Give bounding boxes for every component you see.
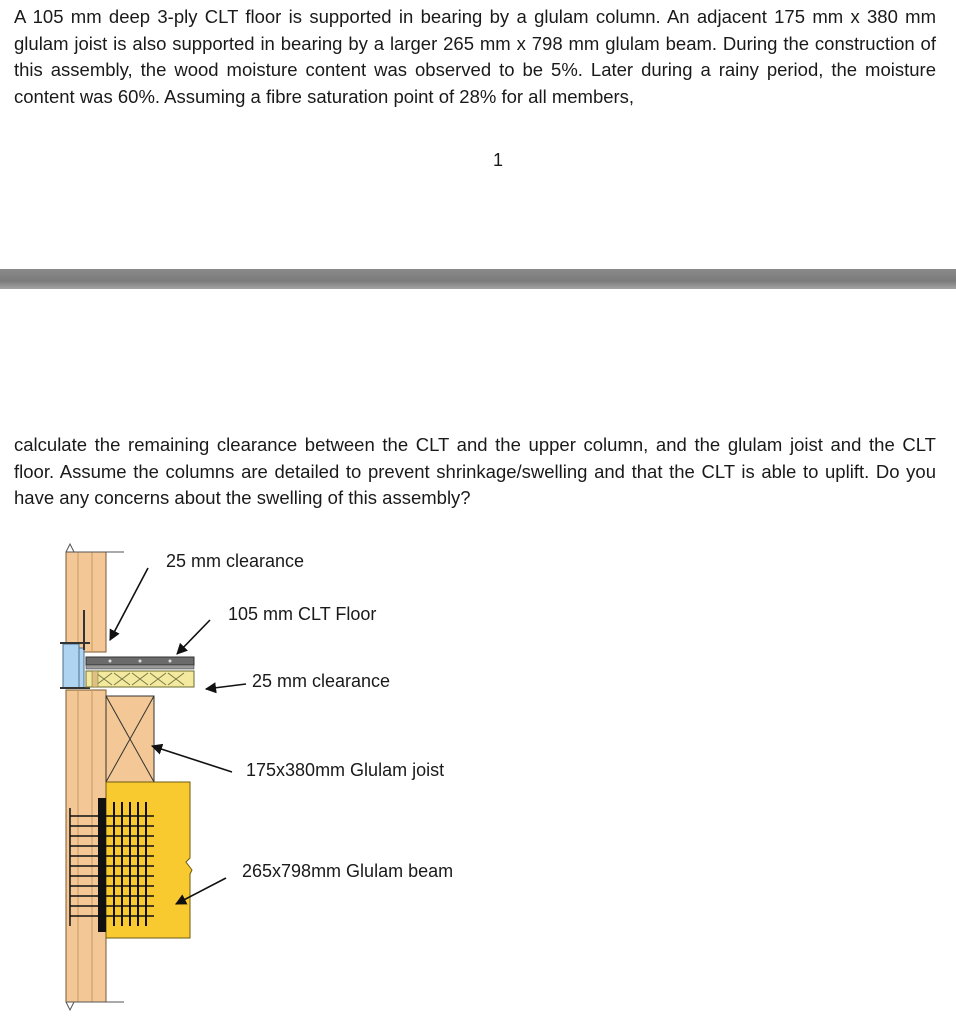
connection-detail-drawing (0, 540, 956, 1024)
glulam-joist (106, 696, 154, 782)
glulam-beam (106, 782, 192, 938)
page-break-divider (0, 269, 956, 289)
connection-detail-figure (0, 540, 956, 1024)
clt-floor (86, 657, 194, 669)
label-clearance-joist: 25 mm clearance (252, 671, 391, 691)
page-number: 1 (492, 150, 503, 170)
upper-column (66, 544, 124, 652)
label-clearance-top: 25 mm clearance (166, 551, 305, 571)
arrow-clearance-top (110, 568, 148, 640)
question-paragraph-1: A 105 mm deep 3-ply CLT floor is supported in bearing by a glulam column. An adjacent 175 mm x 380 mm glulam joist is also supported in bearing by a larger 265 mm x 798 mm glulam beam. During the construction of this assembly, the wood moisture content was observed to be 5%. Later during a rainy period, the moisture content was 60%. Assuming a fibre saturation point of 28% for all members, (14, 6, 936, 107)
label-glulam-beam: 265x798mm Glulam beam (242, 861, 454, 881)
question-paragraph-2: calculate the remaining clearance between the CLT and the upper column, and the glulam joist and the CLT floor. Assume the columns are detailed to prevent shrinkage/swelling and that the CLT is able to uplift. Do you have any concerns about the swelling of this assembly? (14, 434, 936, 508)
arrow-clt-floor (177, 620, 210, 654)
clearance-insulation (86, 671, 194, 687)
label-glulam-joist: 175x380mm Glulam joist (246, 760, 445, 780)
label-clt-floor: 105 mm CLT Floor (228, 604, 377, 624)
arrow-clearance-joist (206, 684, 246, 689)
arrow-glulam-joist (152, 746, 232, 772)
